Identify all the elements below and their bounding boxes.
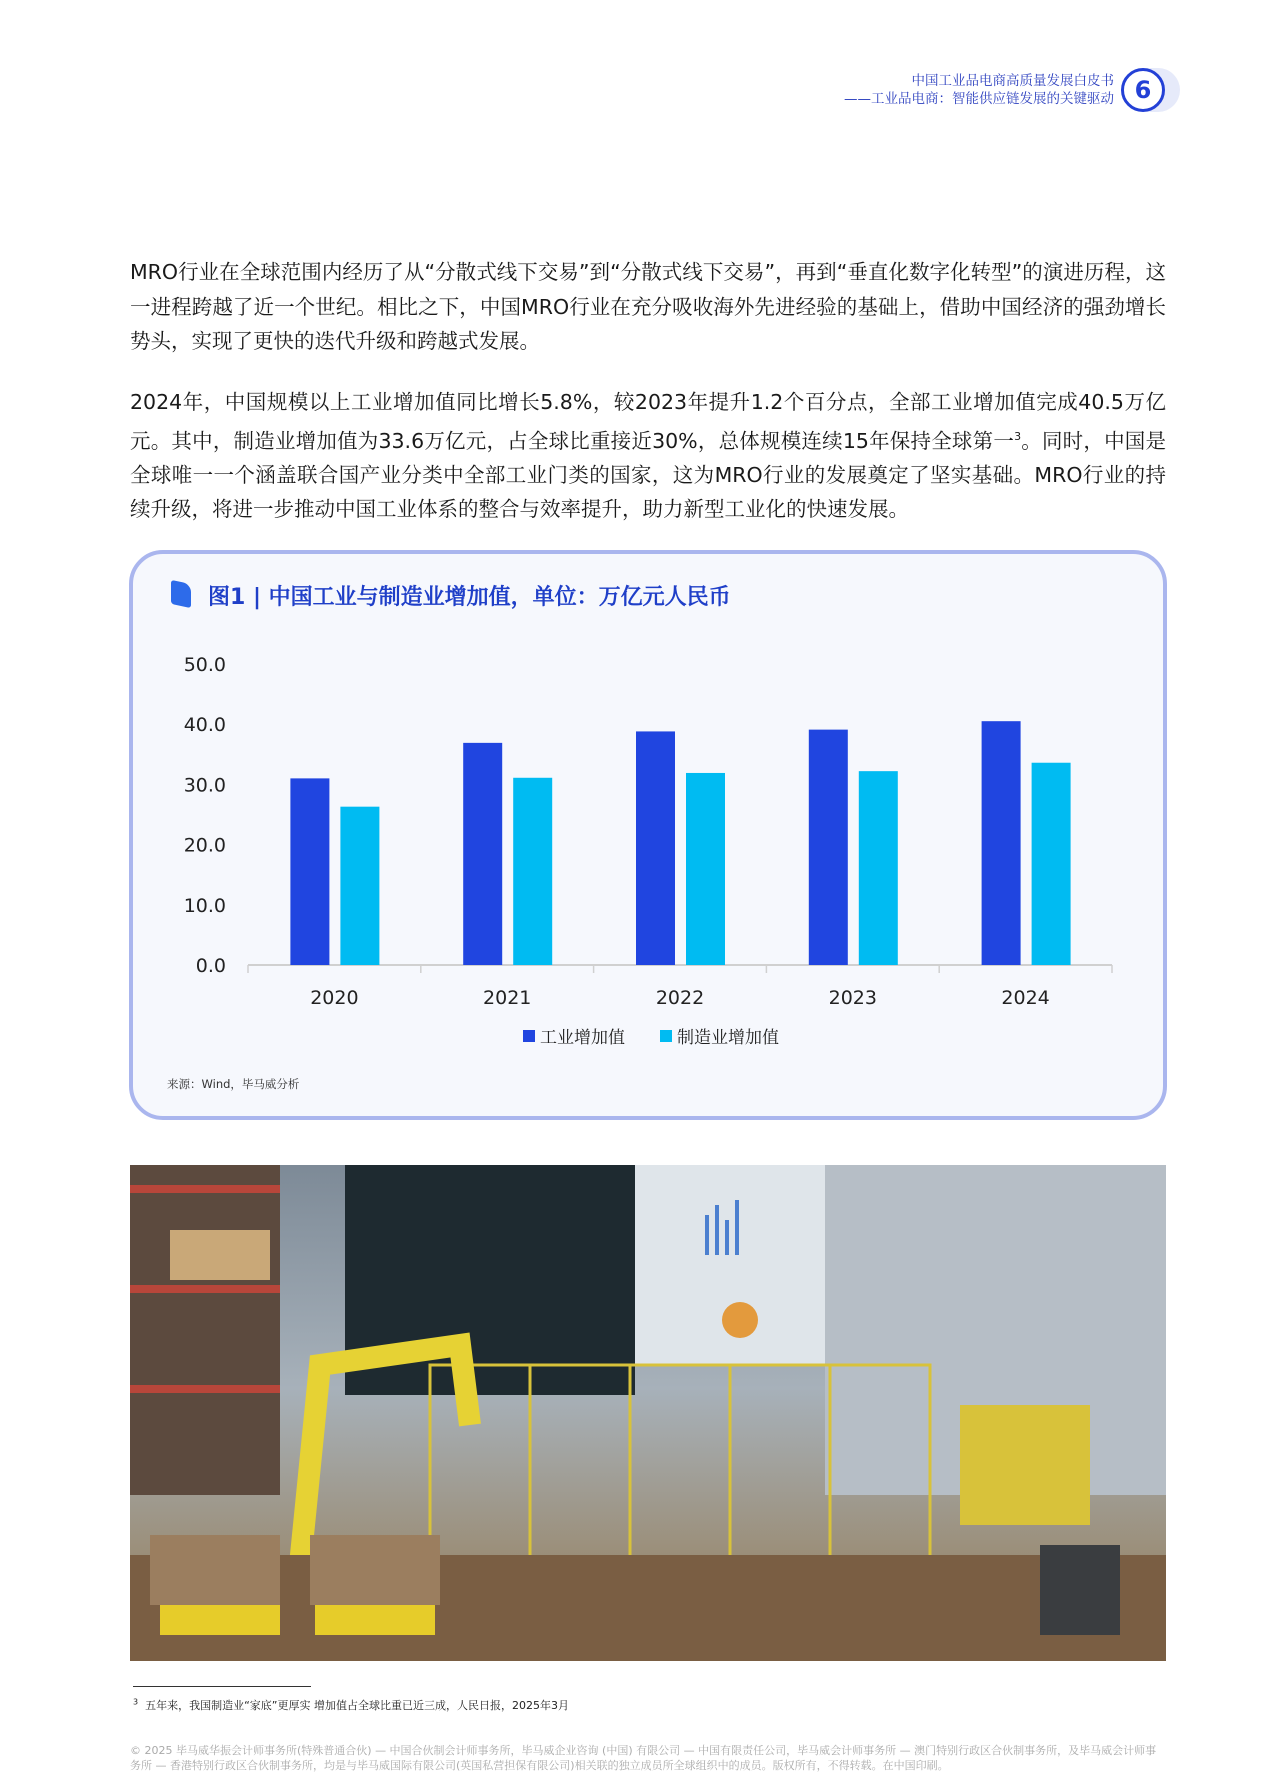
legend-swatch xyxy=(523,1030,535,1042)
document-header xyxy=(844,72,1114,108)
x-tick-label: 2024 xyxy=(1001,987,1050,1009)
y-tick-label: 40.0 xyxy=(183,714,226,737)
footnote xyxy=(133,1697,569,1713)
header-title: 中国工业品电商高质量发展白皮书 xyxy=(911,73,1114,89)
footnote-number: 3 xyxy=(133,1697,139,1707)
bar-manufacturing-2022 xyxy=(686,773,725,965)
chart-source: 来源：Wind，毕马威分析 xyxy=(167,1077,300,1091)
bar-manufacturing-2021 xyxy=(513,778,552,965)
bar-manufacturing-2023 xyxy=(859,771,898,965)
bar-manufacturing-2024 xyxy=(1032,763,1071,965)
paragraph-text: 2024年，中国规模以上工业增加值同比增长5.8%，较2023年提升1.2个百分点，全部工业增加值完成40.5万亿元。其中，制造业增加值为33.6万亿元，占全球比重接近30%，总体规模连续15年保持全球第一 xyxy=(130,390,1166,453)
body-paragraph-2 xyxy=(130,385,1166,527)
legend-label: 制造业增加值 xyxy=(677,1028,779,1048)
bar-manufacturing-2020 xyxy=(340,807,379,965)
x-tick-label: 2022 xyxy=(655,987,705,1009)
bar-industry-2024 xyxy=(982,721,1021,965)
page-number: 6 xyxy=(1121,68,1165,112)
y-tick-label: 50.0 xyxy=(183,654,226,676)
y-tick-label: 20.0 xyxy=(183,834,226,857)
body-paragraph-1: MRO行业在全球范围内经历了从“分散式线下交易”到“分散式线下交易”，再到“垂直化数字化转型”的演进历程，这一进程跨越了近一个世纪。相比之下，中国MRO行业在充分吸收海外先进经验的基础上，借助中国经济的强劲增长势头，实现了更快的迭代升级和跨越式发展。 xyxy=(130,260,1166,353)
warehouse-automation-photo xyxy=(130,1165,1166,1661)
legend-swatch xyxy=(660,1030,672,1042)
footnote-divider xyxy=(133,1686,311,1687)
bar-industry-2022 xyxy=(636,731,675,965)
y-tick-label: 10.0 xyxy=(183,894,226,917)
copyright-notice: © 2025 毕马威华振会计师事务所(特殊普通合伙) — 中国合伙制会计师事务所，毕马威企业咨询 (中国) 有限公司 — 中国有限责任公司，毕马威会计师事务所 — 澳门特别行政区合伙制事务所，及毕马威会计师事务所 — 香港特别行政区合伙制事务所，均是与毕马威国际有限公司(英国私营担保有限公司)相关联的独立成员所全球组织中的成员。版权所有，不得转载。在中国印刷。 xyxy=(130,1744,1157,1772)
legend-label: 工业增加值 xyxy=(540,1028,625,1048)
bar-industry-2020 xyxy=(290,778,329,965)
footnote-text: 五年来，我国制造业“家底”更厚实 增加值占全球比重已近三成，人民日报，2025年3月 xyxy=(145,1699,569,1712)
bar-industry-2023 xyxy=(809,730,848,965)
y-tick-label: 0.0 xyxy=(195,955,226,977)
chart-title: 图1 | 中国工业与制造业增加值，单位：万亿元人民币 xyxy=(208,585,731,610)
paragraph-text: 。同时，中国是全球唯一一个涵盖联合国产业分类中全部工业门类的国家，这为MRO行业的发展奠定了坚实基础。MRO行业的持续升级，将进一步推动中国工业体系的整合与效率提升，助力新型工业化的快速发展。 xyxy=(130,428,1167,522)
bar-chart xyxy=(133,554,1163,1116)
x-tick-label: 2021 xyxy=(483,987,532,1009)
header-subtitle: ——工业品电商：智能供应链发展的关键驱动 xyxy=(844,91,1114,107)
bar-industry-2021 xyxy=(463,743,502,965)
x-tick-label: 2020 xyxy=(310,987,359,1009)
photo-illustration xyxy=(130,1165,1166,1661)
x-tick-label: 2023 xyxy=(828,987,877,1009)
footnote-ref[interactable]: 3 xyxy=(1014,429,1022,443)
figure-1-card xyxy=(129,550,1167,1120)
y-tick-label: 30.0 xyxy=(183,774,226,797)
